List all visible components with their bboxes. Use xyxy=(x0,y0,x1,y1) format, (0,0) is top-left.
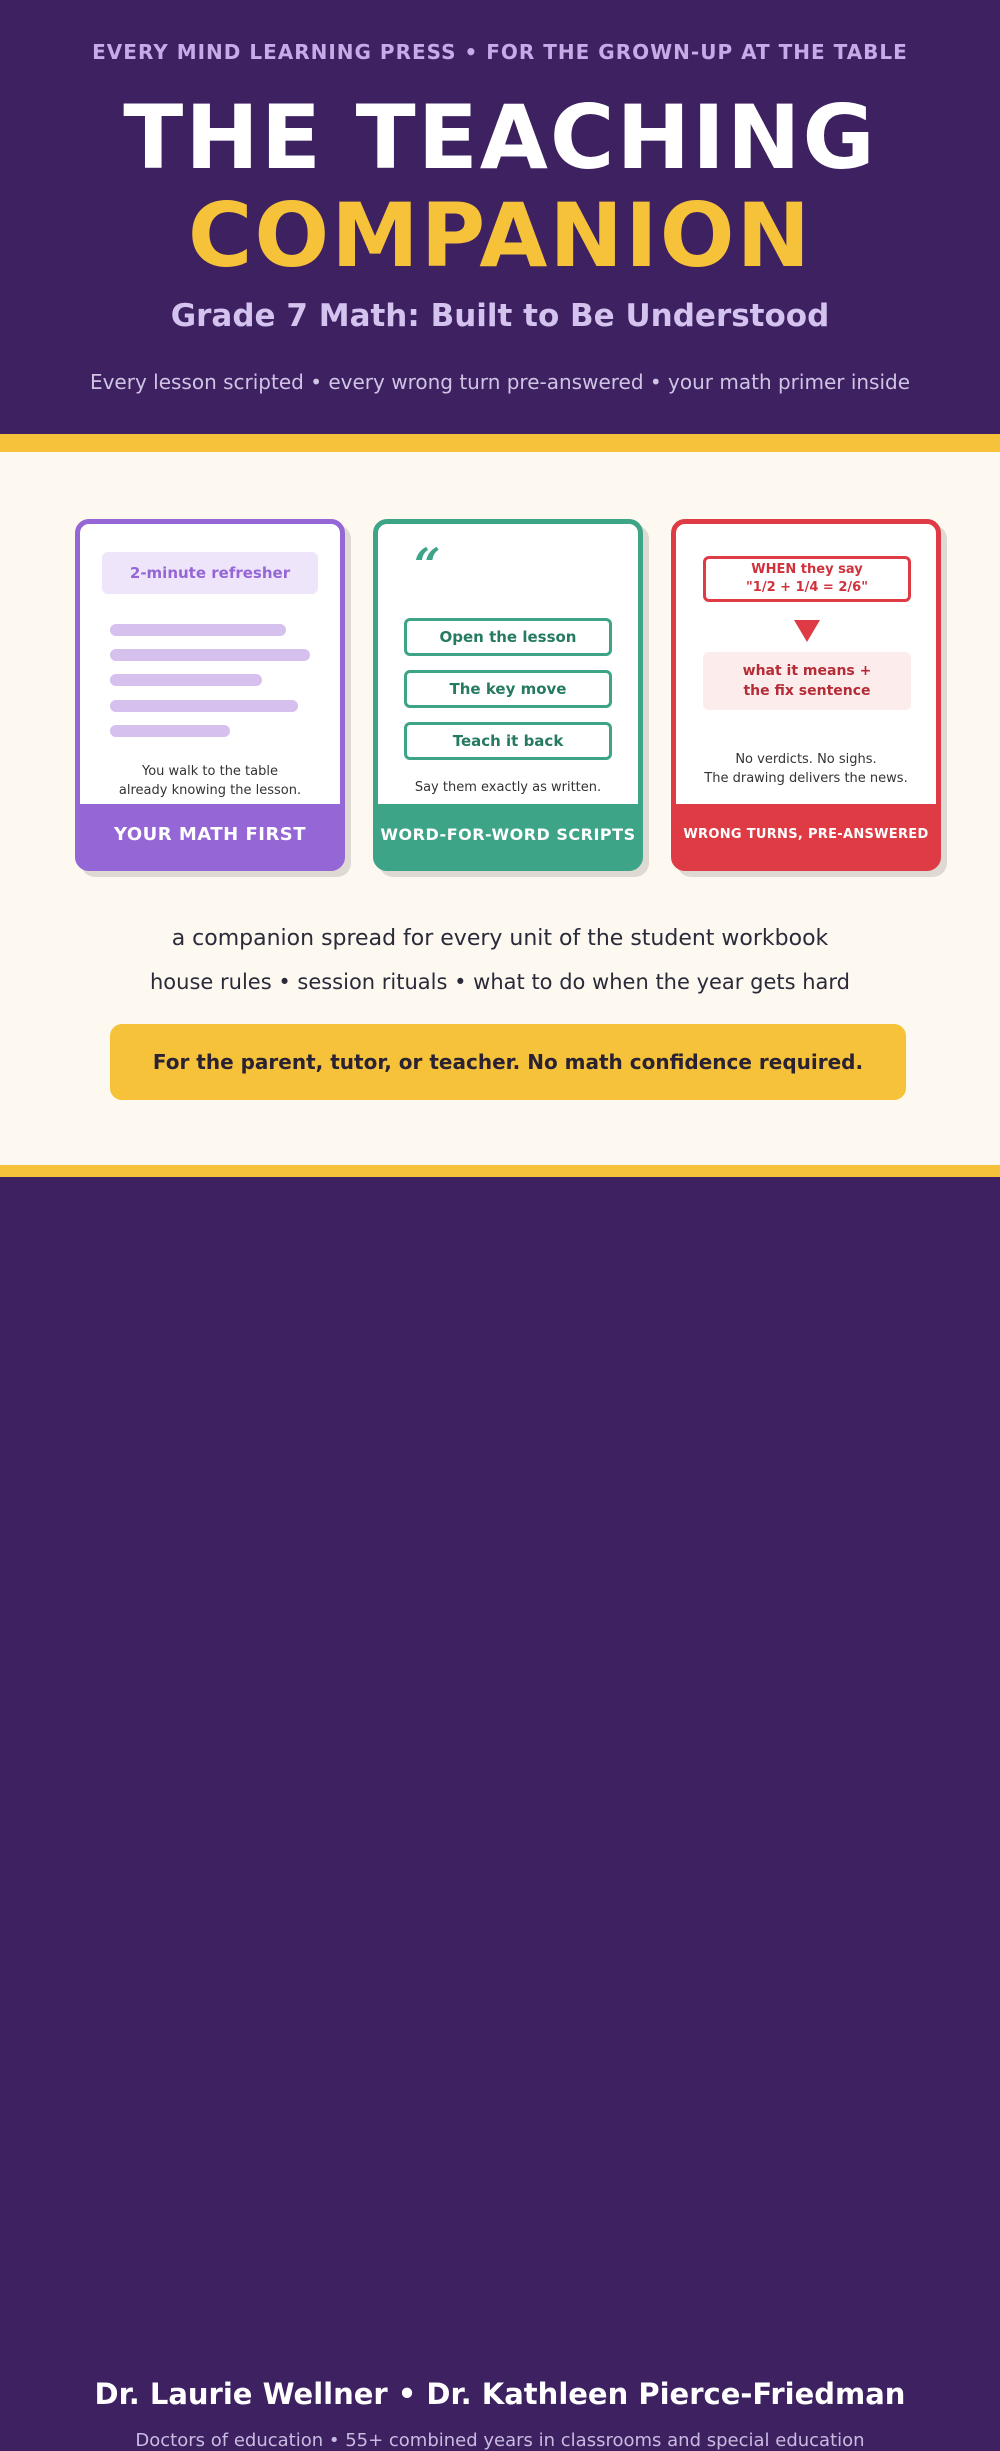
when-line: WHEN they say xyxy=(751,562,863,577)
credentials-line: Doctors of education • 55+ combined years in classrooms and special education xyxy=(135,2430,865,2451)
card-math-first xyxy=(75,519,345,871)
quote-mark-icon: “ xyxy=(414,538,441,592)
card-band-label: WRONG TURNS, PRE-ANSWERED xyxy=(676,804,936,866)
gold-stripe-bottom xyxy=(0,1165,1000,1177)
down-arrow-icon xyxy=(794,620,820,642)
tagline: Every lesson scripted • every wrong turn pre-answered • your math primer inside xyxy=(89,370,911,394)
card-scripts xyxy=(373,519,643,871)
text-placeholder-line xyxy=(110,624,286,636)
note-line: The drawing delivers the news. xyxy=(704,771,908,786)
subtitle: Grade 7 Math: Built to Be Understood xyxy=(170,298,830,334)
means-line: what it means + xyxy=(742,663,872,679)
card-note xyxy=(676,750,936,788)
text-placeholder-line xyxy=(110,700,298,712)
footer-section xyxy=(0,1177,1000,2451)
authors-line: Dr. Laurie Wellner • Dr. Kathleen Pierce-Friedman xyxy=(94,2377,906,2411)
header-section xyxy=(0,0,1000,434)
when-line: "1/2 + 1/4 = 2/6" xyxy=(746,580,868,595)
card-note xyxy=(80,762,340,800)
when-they-say-box xyxy=(703,556,911,602)
script-step: Teach it back xyxy=(404,722,612,760)
card-note: Say them exactly as written. xyxy=(414,780,602,795)
card-band-label: YOUR MATH FIRST xyxy=(80,804,340,866)
text-placeholder-line xyxy=(110,674,262,686)
note-line: already knowing the lesson. xyxy=(118,783,302,798)
text-placeholder-line xyxy=(110,725,230,737)
script-step: Open the lesson xyxy=(404,618,612,656)
card-wrong-turns xyxy=(671,519,941,871)
text-placeholder-line xyxy=(110,649,310,661)
note-line: You walk to the table xyxy=(142,764,278,779)
title-line-1: THE TEACHING xyxy=(123,86,877,189)
script-step: The key move xyxy=(404,670,612,708)
note-line: No verdicts. No sighs. xyxy=(735,752,877,767)
means-box xyxy=(703,652,911,710)
title-line-2: COMPANION xyxy=(187,184,813,287)
refresher-chip: 2-minute refresher xyxy=(102,552,318,594)
publisher-line: EVERY MIND LEARNING PRESS • FOR THE GROWN-UP AT THE TABLE xyxy=(92,40,908,64)
rules-line: house rules • session rituals • what to do when the year gets hard xyxy=(150,970,850,994)
spread-line: a companion spread for every unit of the student workbook xyxy=(171,926,829,951)
audience-banner: For the parent, tutor, or teacher. No math confidence required. xyxy=(110,1024,906,1100)
means-line: the fix sentence xyxy=(743,683,871,699)
gold-stripe-top xyxy=(0,434,1000,452)
card-band-label: WORD-FOR-WORD SCRIPTS xyxy=(378,804,638,866)
